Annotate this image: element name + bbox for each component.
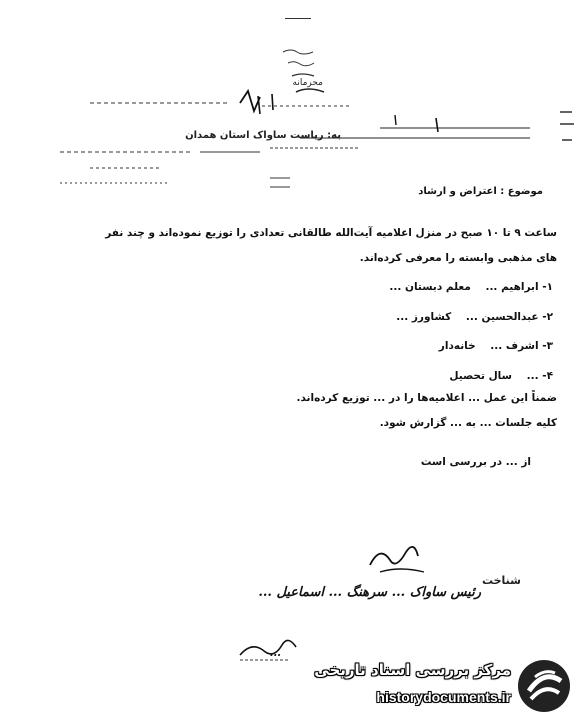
classification: محرمانه (292, 78, 323, 88)
list-note: کشاورز ... (396, 311, 452, 323)
watermark (311, 655, 573, 717)
list-item-3 (439, 340, 553, 352)
watermark-url: historydocuments.ir (376, 689, 511, 705)
archive-logo-icon (515, 657, 573, 715)
signature-label: شناخت (481, 574, 521, 587)
list-item-1 (389, 281, 553, 293)
list-note: معلم دبستان ... (389, 281, 471, 293)
subject-line: موضوع : اعتراض و ارشاد (418, 186, 543, 197)
list-name: ابراهیم ... (485, 281, 539, 293)
closing-line-1: ضمناً این عمل ... اعلامیه‌ها را در ... توزیع کرده‌اند. (296, 392, 557, 404)
list-num: ۲- (542, 311, 553, 323)
list-item-4 (449, 370, 553, 382)
list-name: عبدالحسین ... (465, 311, 539, 323)
paragraph-line-1: ساعت ۹ تا ۱۰ صبح در منزل اعلامیه آیت‌الله طالقانی تعدادی را توزیع نموده‌اند و چند نفر (105, 227, 557, 239)
final-note: از ... در بررسی است (420, 456, 531, 468)
list-num: ۳- (542, 340, 553, 352)
list-num: ۱- (542, 281, 553, 293)
list-name: ... (526, 370, 539, 382)
list-note: سال تحصیل (449, 370, 512, 382)
list-name: اشرف ... (490, 340, 539, 352)
watermark-title: مرکز بررسی اسناد تاریخی (314, 661, 511, 679)
closing-line-2: کلیه جلسات ... به ... گزارش شود. (379, 417, 557, 429)
signature-text: رئیس ساواک ... سرهنگ ... اسماعیل ... (258, 585, 481, 600)
footer-sign: ... (269, 646, 281, 659)
list-note: خانه‌دار (438, 340, 476, 352)
list-item-2 (396, 311, 553, 323)
header-marks (0, 0, 581, 200)
list-num: ۴- (542, 370, 553, 382)
paragraph-line-2: های مذهبی وابسته را معرفی کرده‌اند. (359, 252, 557, 264)
recipient-line: به: ریاست ساواک استان همدان (185, 130, 341, 141)
